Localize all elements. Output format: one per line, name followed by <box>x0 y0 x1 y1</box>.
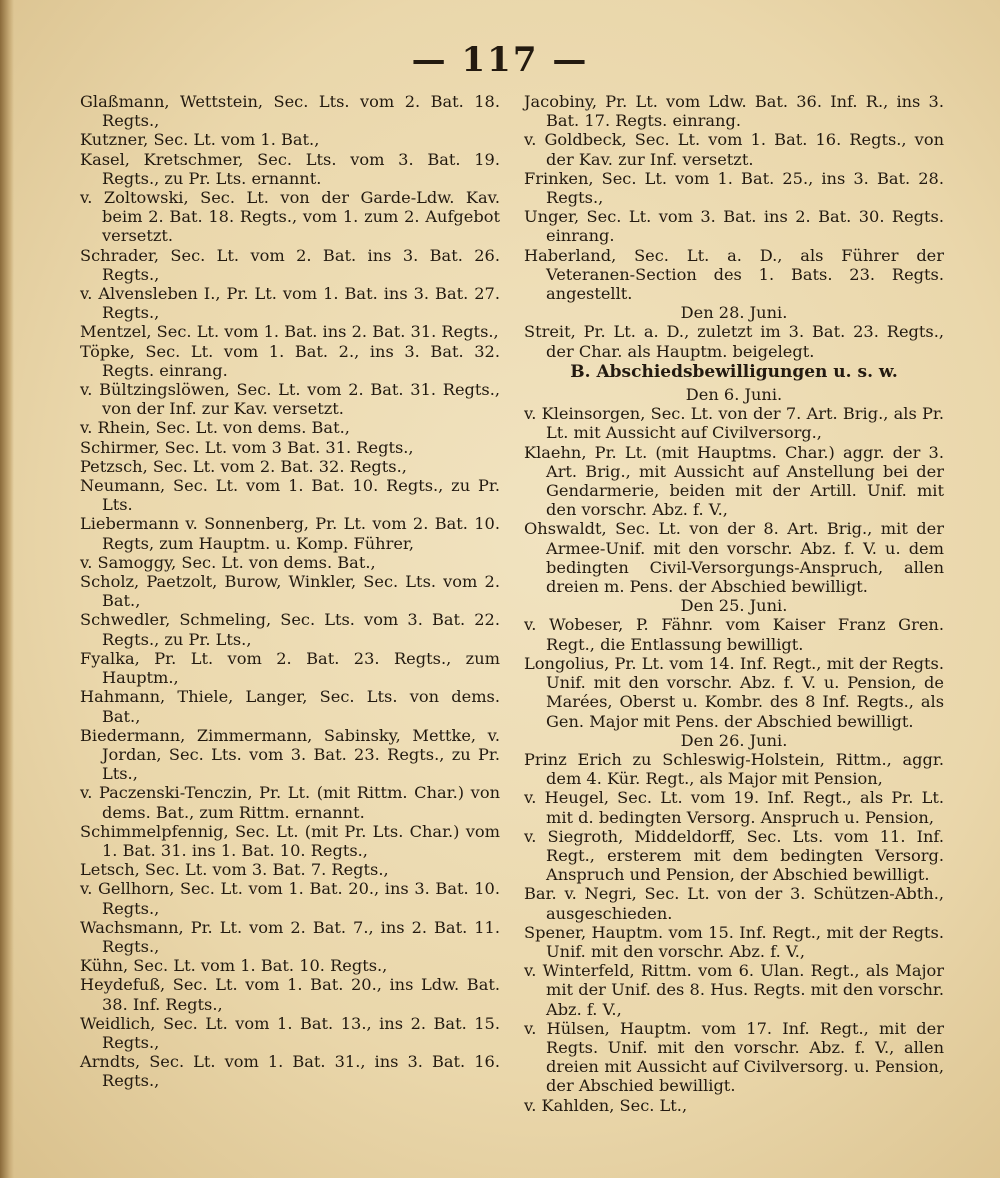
book-gutter <box>0 0 14 1178</box>
list-entry: v. Siegroth, Middeldorff, Sec. Lts. vom 11. Inf. Regt., ersterem mit dem bedingten Versorg. Anspruch und Pension, der Abschied bewilligt. <box>524 826 944 885</box>
list-entry: Heydefuß, Sec. Lt. vom 1. Bat. 20., ins Ldw. Bat. 38. Inf. Regts., <box>80 975 500 1014</box>
list-entry: Kutzner, Sec. Lt. vom 1. Bat., <box>80 130 320 150</box>
list-entry: Mentzel, Sec. Lt. vom 1. Bat. ins 2. Bat. 31. Regts., <box>80 322 499 342</box>
list-entry: v. Winterfeld, Rittm. vom 6. Ulan. Regt., als Major mit der Unif. des 8. Hus. Regts. mit den vorschr. Abz. f. V., <box>524 961 944 1019</box>
list-entry: Kasel, Kretschmer, Sec. Lts. vom 3. Bat. 19. Regts., zu Pr. Lts. ernannt. <box>80 149 500 188</box>
list-entry: Jacobiny, Pr. Lt. vom Ldw. Bat. 36. Inf. R., ins 3. Bat. 17. Regts. einrang. <box>524 92 944 131</box>
date-heading-26-juni: Den 26. Juni. <box>680 730 788 750</box>
list-entry: Unger, Sec. Lt. vom 3. Bat. ins 2. Bat. 30. Regts. einrang. <box>524 207 944 246</box>
list-entry: Schimmelpfennig, Sec. Lt. (mit Pr. Lts. Char.) vom 1. Bat. 31. ins 1. Bat. 10. Regts., <box>80 821 500 860</box>
list-entry: v. Rhein, Sec. Lt. von dems. Bat., <box>80 418 350 438</box>
list-entry: v. Samoggy, Sec. Lt. von dems. Bat., <box>80 552 376 572</box>
list-entry: Ohswaldt, Sec. Lt. von der 8. Art. Brig., mit der Armee-Unif. mit den vorschr. Abz. f. V. u. dem bedingten Civil-Versorgungs-Anspruch, allen dreien m. Pens. der Abschied bewilligt. <box>524 519 944 597</box>
list-entry: v. Alvensleben I., Pr. Lt. vom 1. Bat. ins 3. Bat. 27. Regts., <box>80 284 500 323</box>
list-entry: Scholz, Paetzolt, Burow, Winkler, Sec. Lts. vom 2. Bat., <box>80 572 500 611</box>
list-entry: Schwedler, Schmeling, Sec. Lts. vom 3. Bat. 22. Regts., zu Pr. Lts., <box>80 610 500 649</box>
list-entry: v. Heugel, Sec. Lt. vom 19. Inf. Regt., als Pr. Lt. mit d. bedingten Versorg. Anspruch u. Pension, <box>524 788 944 827</box>
list-entry: Letsch, Sec. Lt. vom 3. Bat. 7. Regts., <box>80 860 389 880</box>
entries-26-juni <box>524 750 944 1115</box>
list-entry: Klaehn, Pr. Lt. (mit Hauptms. Char.) aggr. der 3. Art. Brig., mit Aussicht auf Anstellung bei der Gendarmerie, beiden mit der Artill. Unif. mit den vorschr. Abz. f. V., <box>524 442 944 520</box>
list-entry: Liebermann v. Sonnenberg, Pr. Lt. vom 2. Bat. 10. Regts, zum Hauptm. u. Komp. Führer, <box>80 514 500 553</box>
list-entry: Glaßmann, Wettstein, Sec. Lts. vom 2. Bat. 18. Regts., <box>80 92 500 131</box>
list-entry: v. Paczenski-Tenczin, Pr. Lt. (mit Rittm. Char.) von dems. Bat., zum Rittm. ernannt. <box>80 783 500 822</box>
date-heading-6-juni: Den 6. Juni. <box>685 385 783 405</box>
list-entry: v. Kleinsorgen, Sec. Lt. von der 7. Art. Brig., als Pr. Lt. mit Aussicht auf Civilversorg., <box>524 404 944 443</box>
list-entry: Wachsmann, Pr. Lt. vom 2. Bat. 7., ins 2. Bat. 11. Regts., <box>80 917 500 956</box>
right-top-entries <box>524 92 944 303</box>
list-entry: Fyalka, Pr. Lt. vom 2. Bat. 23. Regts., zum Hauptm., <box>80 648 500 688</box>
page-number: — 117 — <box>411 40 589 80</box>
list-entry: v. Zoltowski, Sec. Lt. von der Garde-Ldw. Kav. beim 2. Bat. 18. Regts., vom 1. zum 2. Aufgebot versetzt. <box>80 188 500 246</box>
list-entry: v. Gellhorn, Sec. Lt. vom 1. Bat. 20., ins 3. Bat. 10. Regts., <box>80 879 500 918</box>
list-entry: v. Goldbeck, Sec. Lt. vom 1. Bat. 16. Regts., von der Kav. zur Inf. versetzt. <box>524 130 944 169</box>
list-entry: Frinken, Sec. Lt. vom 1. Bat. 25., ins 3. Bat. 28. Regts., <box>524 168 944 208</box>
list-entry: Bar. v. Negri, Sec. Lt. von der 3. Schützen-Abth., ausgeschieden. <box>524 884 944 923</box>
right-column <box>524 92 944 1115</box>
list-entry: v. Hülsen, Hauptm. vom 17. Inf. Regt., mit der Regts. Unif. mit den vorschr. Abz. f. V., allen dreien mit Aussicht auf Civilversorg. u. Pension, der Abschied bewilligt. <box>524 1018 944 1096</box>
list-entry: v. Wobeser, P. Fähnr. vom Kaiser Franz Gren. Regt., die Entlassung bewilligt. <box>524 615 944 654</box>
list-entry: Haberland, Sec. Lt. a. D., als Führer der Veteranen-Section des 1. Bats. 23. Regts. angestellt. <box>524 245 944 304</box>
list-entry: v. Kahlden, Sec. Lt., <box>524 1095 688 1115</box>
entries-6-juni <box>524 404 944 596</box>
list-entry: Arndts, Sec. Lt. vom 1. Bat. 31., ins 3. Bat. 16. Regts., <box>80 1052 500 1091</box>
list-entry: Neumann, Sec. Lt. vom 1. Bat. 10. Regts., zu Pr. Lts. <box>80 476 500 515</box>
list-entry: Töpke, Sec. Lt. vom 1. Bat. 2., ins 3. Bat. 32. Regts. einrang. <box>80 341 500 380</box>
entries-25-juni <box>524 615 944 730</box>
date-heading-28-juni: Den 28. Juni. <box>680 303 788 323</box>
list-entry: Biedermann, Zimmermann, Sabinsky, Mettke, v. Jordan, Sec. Lts. vom 3. Bat. 23. Regts., zu Pr. Lts., <box>80 725 500 784</box>
list-entry: Schrader, Sec. Lt. vom 2. Bat. ins 3. Bat. 26. Regts., <box>80 245 500 284</box>
left-column <box>80 92 500 1091</box>
date-heading-25-juni: Den 25. Juni. <box>680 596 788 616</box>
list-entry: Hahmann, Thiele, Langer, Sec. Lts. von dems. Bat., <box>80 687 500 726</box>
list-entry: Prinz Erich zu Schleswig-Holstein, Rittm., aggr. dem 4. Kür. Regt., als Major mit Pension, <box>524 749 944 789</box>
list-entry: Longolius, Pr. Lt. vom 14. Inf. Regt., mit der Regts. Unif. mit den vorschr. Abz. f. V. u. Pension, de Marées, Oberst u. Kombr. des 8 Inf. Regts., als Gen. Major mit Pens. der Abschied bewilligt. <box>524 653 944 731</box>
entry-streit: Streit, Pr. Lt. a. D., zuletzt im 3. Bat. 23. Regts., der Char. als Hauptm. beigelegt. <box>524 322 944 361</box>
list-entry: Petzsch, Sec. Lt. vom 2. Bat. 32. Regts., <box>80 456 407 476</box>
list-entry: Schirmer, Sec. Lt. vom 3 Bat. 31. Regts., <box>80 437 414 457</box>
list-entry: Spener, Hauptm. vom 15. Inf. Regt., mit der Regts. Unif. mit den vorschr. Abz. f. V., <box>524 922 944 961</box>
list-entry: Weidlich, Sec. Lt. vom 1. Bat. 13., ins 2. Bat. 15. Regts., <box>80 1013 500 1052</box>
list-entry: v. Bültzingslöwen, Sec. Lt. vom 2. Bat. 31. Regts., von der Inf. zur Kav. versetzt. <box>80 380 500 419</box>
section-heading: B. Abschiedsbewilligungen u. s. w. <box>570 361 898 382</box>
list-entry: Kühn, Sec. Lt. vom 1. Bat. 10. Regts., <box>80 956 388 976</box>
